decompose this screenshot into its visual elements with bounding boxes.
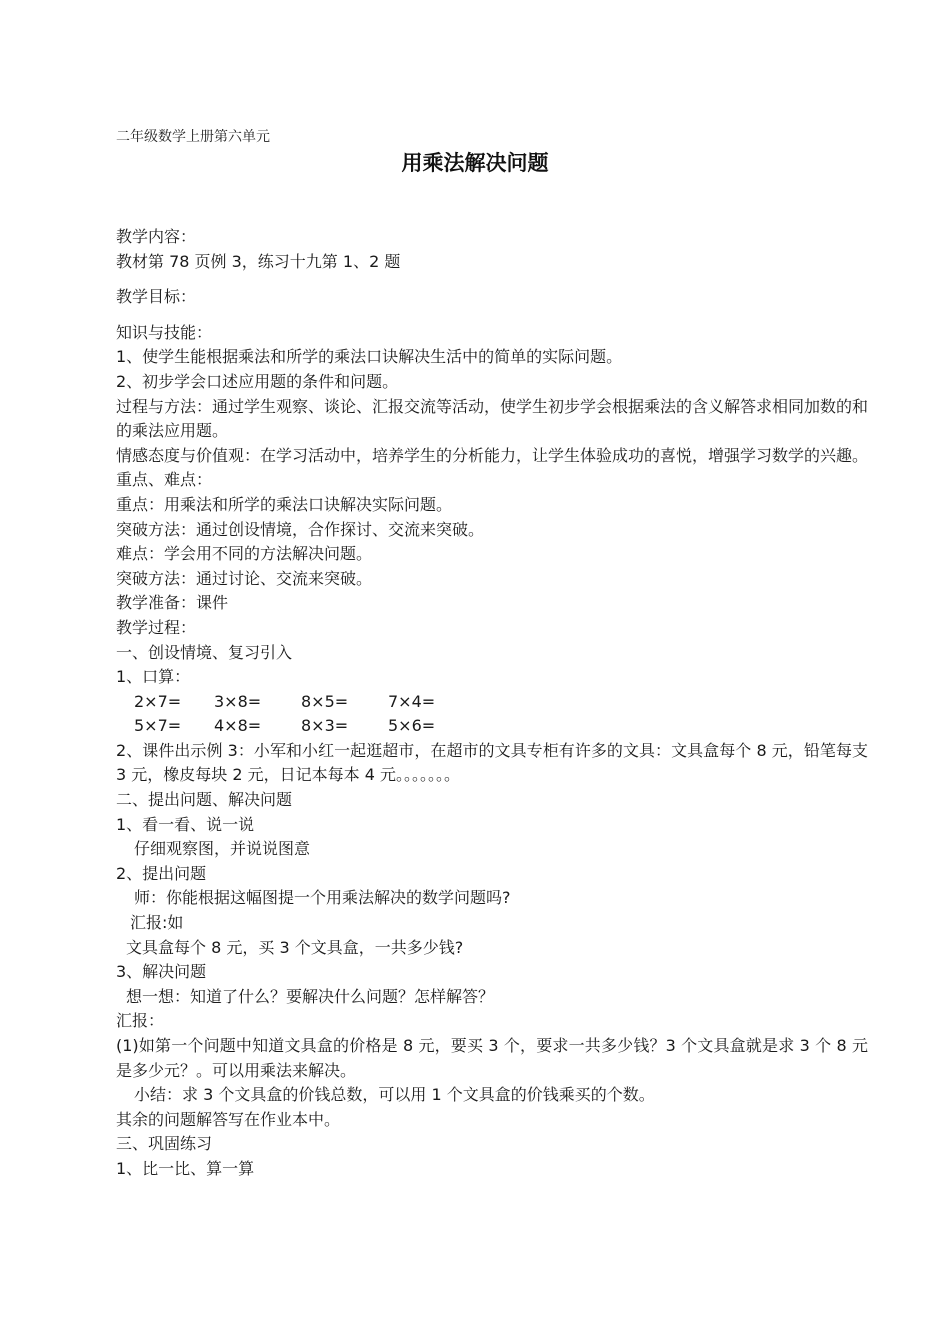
knowledge-item-2: 2、初步学会口述应用题的条件和问题。 bbox=[116, 371, 399, 391]
unit-header: 二年级数学上册第六单元 bbox=[116, 129, 270, 145]
breakthrough-method-2: 突破方法：通过讨论、交流来突破。 bbox=[116, 568, 373, 588]
answer-1: (1)如第一个问题中知道文具盒的价格是 8 元，要买 3 个，要求一共多少钱？3 个文具盒就是求 3 个 8 元是多少元？。可以用乘法来解决。 bbox=[116, 1036, 868, 1080]
attitude-values: 情感态度与价值观：在学习活动中，培养学生的分析能力，让学生体验成功的喜悦，增强学习数学的兴趣。 bbox=[116, 445, 869, 465]
calc-cell: 2×7= bbox=[134, 691, 182, 711]
section-3-item-1: 1、比一比、算一算 bbox=[116, 1158, 255, 1178]
calc-row-2 bbox=[116, 714, 868, 739]
calc-cell: 5×6= bbox=[388, 716, 436, 736]
content-text: 教材第 78 页例 3，练习十九第 1、2 题 bbox=[116, 251, 401, 271]
knowledge-label: 知识与技能： bbox=[116, 322, 213, 342]
calc-cell: 7×4= bbox=[388, 691, 436, 711]
knowledge-item-1: 1、使学生能根据乘法和所学的乘法口诀解决生活中的简单的实际问题。 bbox=[116, 347, 623, 367]
section-3-title: 三、巩固练习 bbox=[116, 1134, 213, 1154]
teaching-prep: 教学准备：课件 bbox=[116, 593, 229, 613]
report-label: 汇报： bbox=[116, 1011, 165, 1031]
calc-cell: 3×8= bbox=[214, 691, 262, 711]
process-label: 教学过程： bbox=[116, 617, 197, 637]
report-line: 汇报:如 bbox=[130, 913, 184, 933]
remaining-note: 其余的问题解答写在作业本中。 bbox=[116, 1109, 341, 1129]
section-1-item-1: 1、口算： bbox=[116, 667, 191, 687]
calc-cell: 5×7= bbox=[134, 716, 182, 736]
section-1-item-2: 2、课件出示例 3：小军和小红一起逛超市，在超市的文具专柜有许多的文具：文具盒每个 8 元，铅笔每支 3 元，橡皮每块 2 元，日记本每本 4 元。。。。。。。 bbox=[116, 740, 874, 785]
section-2-item-1: 1、看一看、说一说 bbox=[116, 814, 255, 834]
calc-cell: 8×3= bbox=[301, 716, 349, 736]
think-prompt: 想一想：知道了什么？要解决什么问题？怎样解答？ bbox=[126, 986, 495, 1006]
section-2-item-2: 2、提出问题 bbox=[116, 863, 207, 883]
content-label: 教学内容： bbox=[116, 227, 197, 246]
key-point: 重点：用乘法和所学的乘法口诀解决实际问题。 bbox=[116, 494, 453, 514]
section-1-title: 一、创设情境、复习引入 bbox=[116, 642, 293, 662]
summary: 小结：求 3 个文具盒的价钱总数，可以用 1 个文具盒的价钱乘买的个数。 bbox=[134, 1085, 655, 1105]
example-question: 文具盒每个 8 元，买 3 个文具盒，一共多少钱? bbox=[126, 937, 464, 957]
difficulty: 难点：学会用不同的方法解决问题。 bbox=[116, 544, 373, 564]
process-method: 过程与方法：通过学生观察、谈论、汇报交流等活动，使学生初步学会根据乘法的含义解答求相同加数的和的乘法应用题。 bbox=[116, 396, 869, 441]
page-title: 用乘法解决问题 bbox=[401, 151, 549, 175]
breakthrough-method-1: 突破方法：通过创设情境，合作探讨、交流来突破。 bbox=[116, 519, 485, 539]
key-label: 重点、难点： bbox=[116, 470, 213, 490]
calc-cell: 8×5= bbox=[301, 691, 349, 711]
calc-cell: 4×8= bbox=[214, 716, 262, 736]
section-2-title: 二、提出问题、解决问题 bbox=[116, 790, 293, 810]
teacher-question: 师：你能根据这幅图提一个用乘法解决的数学问题吗? bbox=[134, 888, 511, 908]
calc-row-1 bbox=[116, 690, 868, 715]
lesson-body bbox=[116, 225, 874, 1182]
goals-label: 教学目标： bbox=[116, 287, 197, 307]
section-2-item-3: 3、解决问题 bbox=[116, 962, 207, 982]
section-2-item-1-text: 仔细观察图，并说说图意 bbox=[134, 839, 311, 859]
